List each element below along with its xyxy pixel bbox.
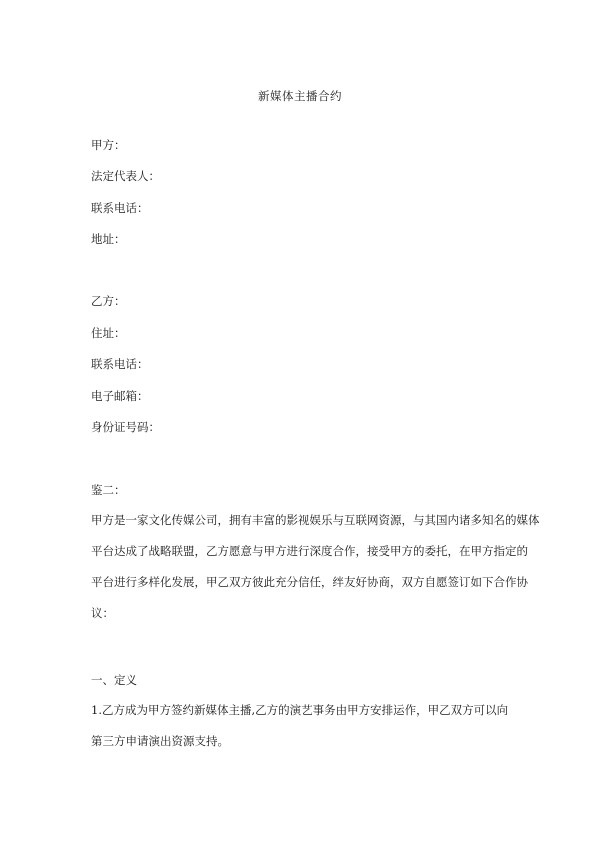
recital-line: 平台达成了战略联盟，乙方愿意与甲方进行深度合作，接受甲方的委托，在甲方指定的 — [91, 544, 528, 558]
recital-line: 平台进行多样化发展，甲乙双方彼此充分信任，绊友好协商，双方自愿签订如下合作协 — [91, 575, 528, 589]
recital-heading: 鉴二： — [91, 483, 126, 497]
section-1-line: 1.乙方成为甲方签约新媒体主播,乙方的演艺事务由甲方安排运作，甲乙双方可以向 — [91, 703, 509, 717]
recital-line: 议： — [91, 606, 114, 620]
party-a-legal-rep-label: 法定代表人： — [91, 169, 160, 183]
party-b-label: 乙方： — [91, 294, 126, 308]
party-b-id-label: 身份证号码： — [91, 420, 160, 434]
party-b-residence-label: 住址： — [91, 326, 126, 340]
party-b-phone-label: 联系电话： — [91, 357, 149, 371]
party-a-address-label: 地址： — [91, 232, 126, 246]
section-1-line: 第三方申请演出资源支持。 — [91, 734, 229, 748]
party-b-email-label: 电子邮箱： — [91, 389, 149, 403]
section-1-paragraph — [91, 695, 511, 757]
party-a-label: 甲方： — [91, 138, 126, 152]
document-title: 新媒体主播合约 — [258, 89, 342, 103]
recital-paragraph — [91, 505, 540, 629]
recital-line: 甲方是一家文化传媒公司，拥有丰富的影视娱乐与互联网资源，与其国内诸多知名的媒体 — [91, 513, 540, 527]
section-1-heading: 一、定义 — [91, 673, 137, 687]
party-a-phone-label: 联系电话： — [91, 201, 149, 215]
